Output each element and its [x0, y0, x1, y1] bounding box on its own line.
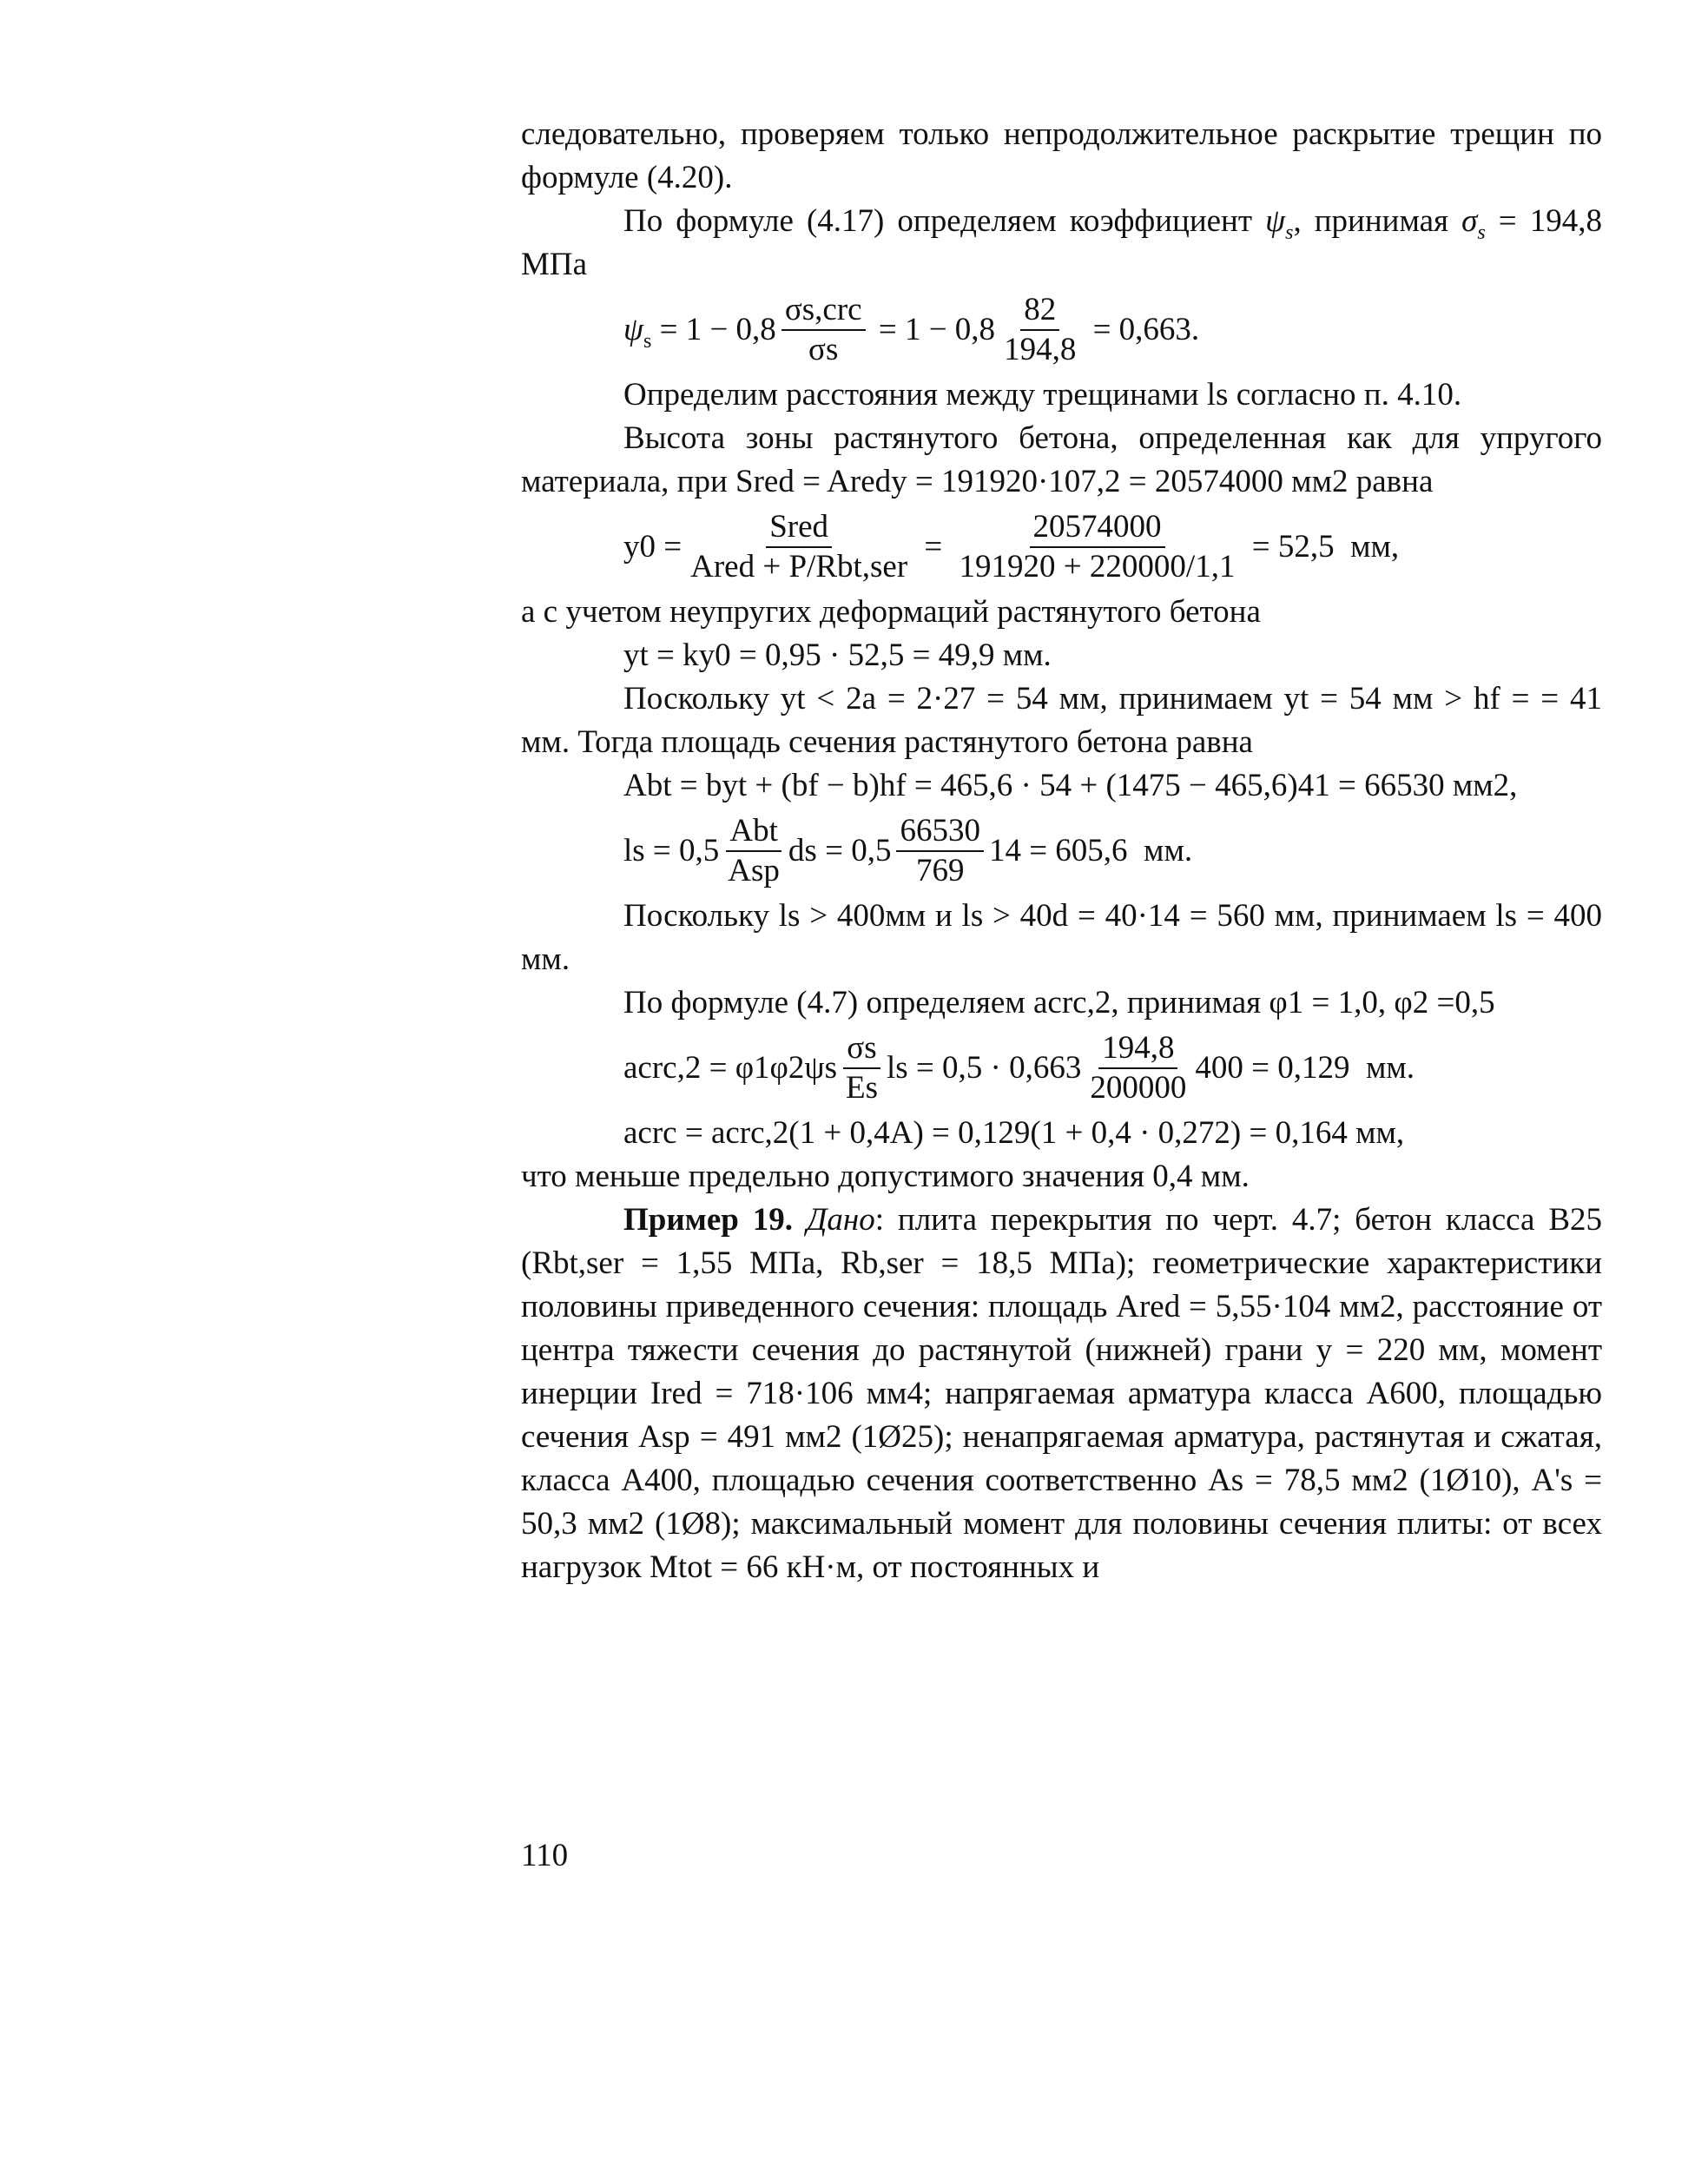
f6-mid: ls = 0,5 · 0,663: [886, 1050, 1082, 1086]
f6-den2: 200000: [1090, 1070, 1187, 1106]
paragraph-example-19: [521, 1199, 1602, 1589]
paragraph-7: Поскольку ls > 400мм и ls > 40d = 40·14 = 560 мм, принимаем ls = 400 мм.: [521, 898, 1602, 977]
f6-result: 400 = 0,129 мм.: [1195, 1050, 1415, 1086]
paragraph-8: По формуле (4.7) определяем acrc,2, принимая φ1 = 1,0, φ2 =0,5: [623, 985, 1495, 1020]
f2-den1: Ared + P/Rbt,ser: [690, 549, 908, 585]
paragraph-2: По формуле (4.17) определяем коэффициент $\psi_s$, принимая $\sigma_s = 194,8$ МПа: [521, 203, 1602, 282]
paragraph-3: Определим расстояния между трещинами ls согласно п. 4.10.: [623, 377, 1462, 413]
formula-ls: [521, 808, 1602, 895]
f2-fraction-1: [687, 508, 911, 586]
f6-num2: 194,8: [1098, 1029, 1177, 1069]
example-text: : плита перекрытия по черт. 4.7; бетон класса В25 (Rbt,ser = 1,55 МПа, Rb,ser = 18,5 МПа); геометрические характеристики половины приведенного сечения: площадь Ared = 5,55·104 мм2, расстояние от центра тяжести сечения до растянутой (нижней) грани y = 220 мм, момент инерции Ired = 718·106 мм4; напрягаемая арматура класса А600, площадью сечения Asp = 491 мм2 (1Ø25); ненапрягаемая арматура, растянутая и сжатая, класса А400, площадью сечения соответственно As = 78,5 мм2 (1Ø10), A's = 50,3 мм2 (1Ø8); максимальный момент для половины сечения плиты: от всех нагрузок Mtot = 66 кН·м, от постоянных и: [521, 1202, 1602, 1585]
f6-num1: σs: [843, 1029, 880, 1069]
f1-den2: 194,8: [1004, 332, 1077, 367]
f1-result: = 0,663.: [1085, 312, 1200, 347]
f5-fraction-1: [724, 812, 783, 890]
f1-den1: σs: [808, 332, 839, 367]
f2-num1: Sred: [766, 508, 832, 548]
example-given: Дано: [806, 1202, 875, 1238]
f1-num2: 82: [1020, 291, 1059, 331]
f5-num1: Abt: [726, 812, 781, 852]
f1-fraction-2: [1000, 291, 1079, 369]
f5-result: 14 = 605,6 мм.: [988, 833, 1193, 869]
f5-lhs: ls = 0,5: [623, 833, 720, 869]
paragraph-9: что меньше предельно допустимого значения 0,4 мм.: [521, 1159, 1250, 1194]
formula-y0: [521, 504, 1602, 591]
f2-fraction-2: [956, 508, 1239, 586]
f1-lhs: ψ: [623, 312, 643, 347]
f5-num2: 66530: [896, 812, 984, 852]
paragraph-5: а с учетом неупругих деформаций растянутого бетона: [521, 594, 1261, 630]
f6-lhs: acrc,2 = φ1φ2ψs: [623, 1050, 837, 1086]
f5-den2: 769: [915, 853, 965, 888]
p2-text-b: , принимая: [1293, 203, 1462, 239]
f1-eq1: = 1 − 0,8: [651, 312, 776, 347]
f2-result: = 52,5 мм,: [1243, 529, 1400, 565]
p2-text-c: = 194,8 МПа: [521, 203, 1602, 282]
f5-fraction-2: [896, 812, 984, 890]
p2-text-a: По формуле (4.17) определяем коэффициент: [623, 203, 1266, 239]
paragraph-1: следовательно, проверяем только непродолжительное раскрытие трещин по формуле (4.20).: [521, 116, 1602, 195]
f6-fraction-1: [842, 1029, 881, 1107]
page-body: [521, 113, 1602, 1589]
f2-lhs: y0 =: [623, 529, 683, 565]
page-number: 110: [521, 1838, 569, 1873]
f6-den1: Es: [845, 1070, 878, 1106]
formula-acrc: acrc = acrc,2(1 + 0,4A) = 0,129(1 + 0,4 · 0,272) = 0,164 мм,: [623, 1115, 1405, 1151]
f5-mid: ds = 0,5: [788, 833, 892, 869]
formula-abt: Abt = byt + (bf − b)hf = 465,6 · 54 + (1475 − 465,6)41 = 66530 мм2,: [623, 768, 1518, 803]
f1-fraction-1: [781, 291, 866, 369]
example-heading: Пример 19.: [623, 1202, 793, 1238]
f2-num2: 20574000: [1030, 508, 1165, 548]
formula-psi-s: [521, 287, 1602, 373]
f1-sub: s: [643, 330, 652, 353]
f2-den2: 191920 + 220000/1,1: [959, 549, 1236, 585]
formula-yt: yt = ky0 = 0,95 · 52,5 = 49,9 мм.: [623, 637, 1052, 673]
paragraph-6: Поскольку yt < 2a = 2·27 = 54 мм, принимаем yt = 54 мм > hf = = 41 мм. Тогда площадь сечения растянутого бетона равна: [521, 681, 1602, 760]
paragraph-4: Высота зоны растянутого бетона, определенная как для упругого материала, при Sred = Aredy = 191920·107,2 = 20574000 мм2 равна: [521, 420, 1602, 499]
f2-eq: =: [916, 529, 951, 565]
f6-fraction-2: [1086, 1029, 1190, 1107]
f5-den1: Asp: [728, 853, 780, 888]
formula-acrc2: [521, 1025, 1602, 1112]
f1-num1: σs,crc: [781, 291, 866, 331]
f1-eq2: = 1 − 0,8: [870, 312, 996, 347]
